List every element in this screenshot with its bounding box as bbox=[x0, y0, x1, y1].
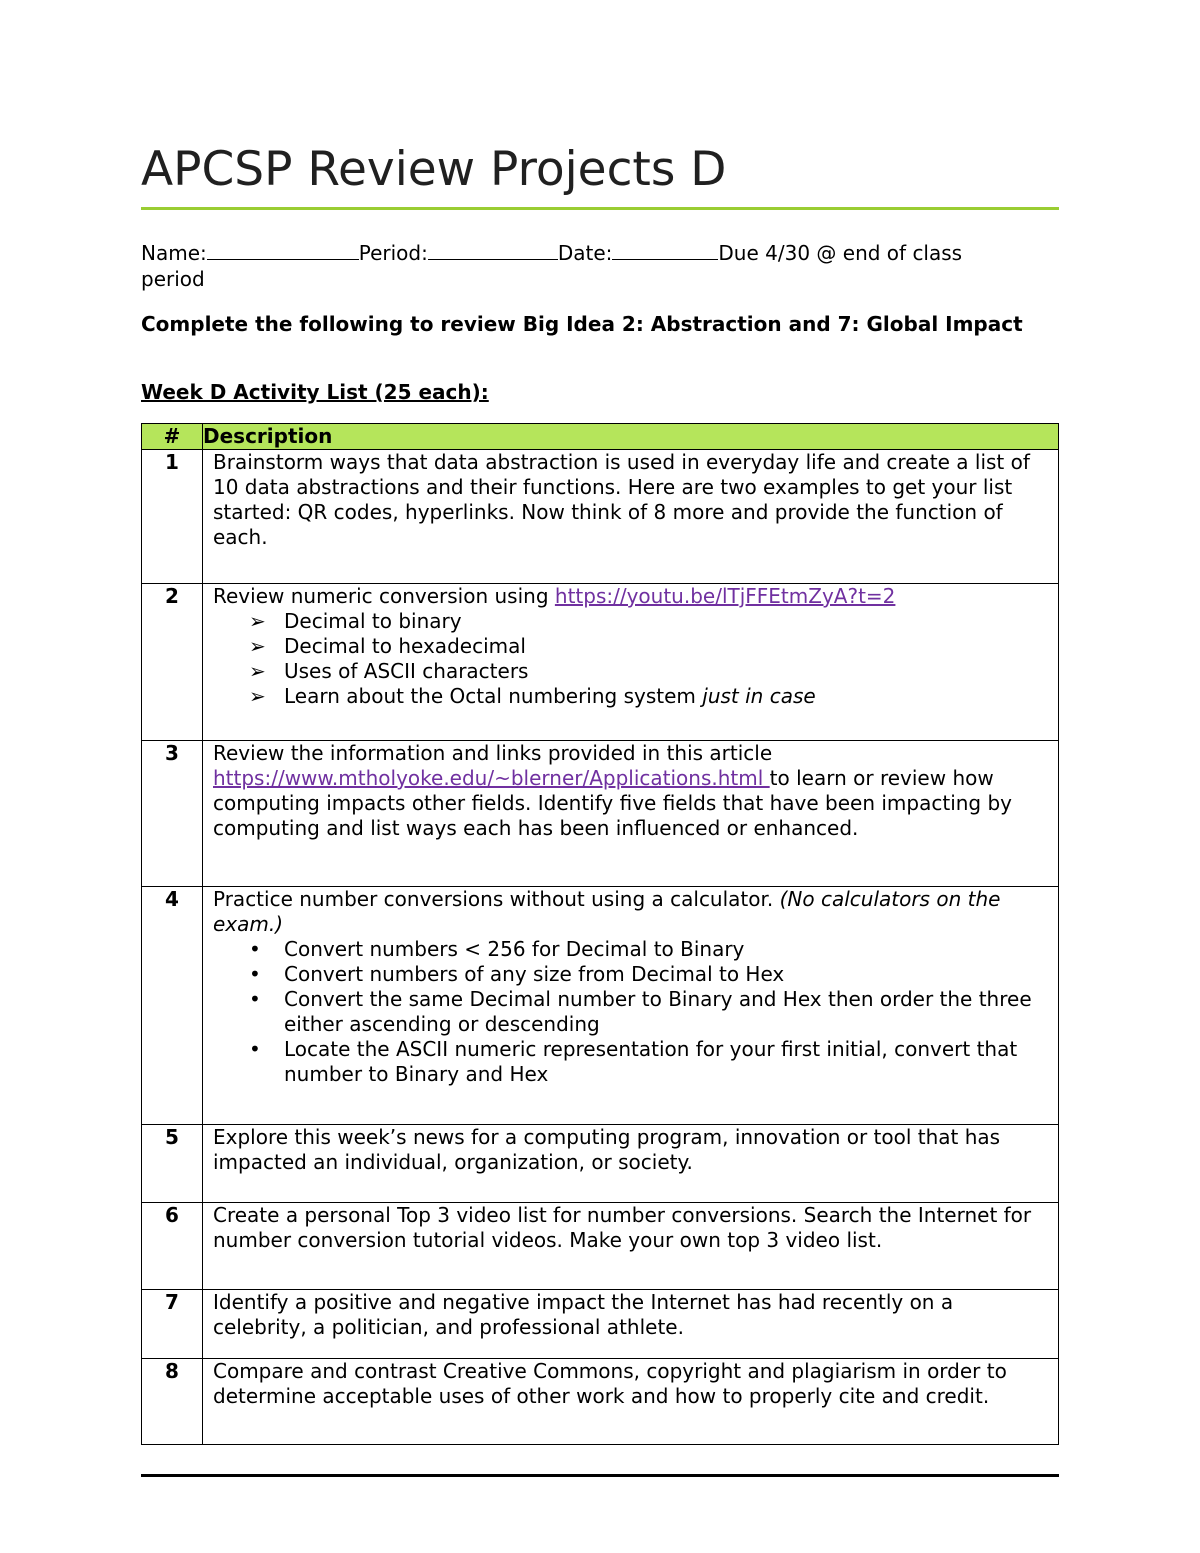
row-number: 5 bbox=[142, 1125, 203, 1203]
row-description bbox=[203, 887, 1059, 1125]
row-description: Explore this week’s news for a computing program, innovation or tool that has impacted an individual, organization, or society. bbox=[203, 1125, 1059, 1203]
table-row bbox=[142, 1290, 1059, 1359]
row-number: 1 bbox=[142, 450, 203, 584]
list-item: • Convert the same Decimal number to Binary and Hex then order the three either ascending or descending bbox=[249, 987, 1032, 1036]
name-blank[interactable] bbox=[207, 241, 359, 260]
due-text: Due 4/30 @ end of class period bbox=[141, 241, 963, 291]
dot-bullet-icon: • bbox=[249, 1037, 261, 1061]
list-item: • Locate the ASCII numeric representation for your first initial, convert that number to Binary and Hex bbox=[249, 1037, 1018, 1086]
list-item: ➢ Uses of ASCII characters bbox=[249, 659, 529, 683]
row-description: Identify a positive and negative impact the Internet has had recently on a celebrity, a politician, and professional athlete. bbox=[203, 1290, 1059, 1359]
directive-text: Complete the following to review Big Idea 2: Abstraction and 7: Global Impact bbox=[141, 312, 1023, 336]
table-row bbox=[142, 1203, 1059, 1290]
row-number: 2 bbox=[142, 584, 203, 741]
footer-rule bbox=[141, 1474, 1059, 1477]
page-title: APCSP Review Projects D bbox=[141, 142, 727, 197]
row-number: 4 bbox=[142, 887, 203, 1125]
row-description: Create a personal Top 3 video list for number conversions. Search the Internet for number conversion tutorial videos. Make your own top 3 video list. bbox=[203, 1203, 1059, 1290]
list-item: • Convert numbers of any size from Decimal to Hex bbox=[249, 962, 785, 986]
week-heading: Week D Activity List (25 each): bbox=[141, 380, 489, 404]
table-row bbox=[142, 887, 1059, 1125]
bullet-list bbox=[213, 937, 1050, 1087]
list-item: ➢ Decimal to hexadecimal bbox=[249, 634, 526, 658]
row-text: Review the information and links provided in this article bbox=[213, 741, 773, 765]
table-row bbox=[142, 584, 1059, 741]
row-number: 3 bbox=[142, 741, 203, 887]
dot-bullet-icon: • bbox=[249, 987, 261, 1011]
list-item: ➢ Decimal to binary bbox=[249, 609, 462, 633]
arrow-bullet-icon: ➢ bbox=[249, 659, 266, 683]
table-row bbox=[142, 450, 1059, 584]
row-text: Review numeric conversion using bbox=[213, 584, 555, 608]
row-description: Compare and contrast Creative Commons, copyright and plagiarism in order to determine acceptable uses of other work and how to properly cite and credit. bbox=[203, 1359, 1059, 1445]
table-row bbox=[142, 1359, 1059, 1445]
arrow-bullet-icon: ➢ bbox=[249, 684, 266, 708]
list-item: ➢ Learn about the Octal numbering system just in case bbox=[249, 684, 816, 708]
row-description: Brainstorm ways that data abstraction is used in everyday life and create a list of 10 data abstractions and their functions. Here are two examples to get your list started: QR codes, hyperlinks. Now think of 8 more and provide the function of each. bbox=[203, 450, 1059, 584]
italic-note: (No calculators on the exam.) bbox=[213, 887, 1001, 936]
student-info-line bbox=[141, 240, 1021, 292]
table-row bbox=[142, 1125, 1059, 1203]
list-item: • Convert numbers < 256 for Decimal to Binary bbox=[249, 937, 745, 961]
table-header-row bbox=[142, 424, 1059, 450]
arrow-list bbox=[213, 609, 1050, 709]
row-number: 8 bbox=[142, 1359, 203, 1445]
dot-bullet-icon: • bbox=[249, 937, 261, 961]
arrow-bullet-icon: ➢ bbox=[249, 634, 266, 658]
period-label: Period: bbox=[358, 241, 428, 265]
italic-note: just in case bbox=[702, 684, 816, 708]
row-text-after: to learn or review how computing impacts other fields. Identify five fields that have been impacting by computing and list ways each has been influenced or enhanced. bbox=[213, 766, 1013, 840]
title-underline bbox=[141, 207, 1059, 210]
date-blank[interactable] bbox=[612, 241, 718, 260]
name-label: Name: bbox=[141, 241, 207, 265]
row-description bbox=[203, 584, 1059, 741]
mtholyoke-link[interactable]: https://www.mtholyoke.edu/~blerner/Applications.html bbox=[213, 766, 770, 790]
youtube-link[interactable]: https://youtu.be/lTjFFEtmZyA?t=2 bbox=[554, 584, 896, 608]
row-text: Practice number conversions without using a calculator. bbox=[213, 887, 780, 911]
date-label: Date: bbox=[557, 241, 613, 265]
row-number: 6 bbox=[142, 1203, 203, 1290]
column-header-number: # bbox=[142, 424, 203, 450]
row-number: 7 bbox=[142, 1290, 203, 1359]
period-blank[interactable] bbox=[428, 241, 558, 260]
column-header-description: Description bbox=[203, 424, 1059, 450]
row-description bbox=[203, 741, 1059, 887]
arrow-bullet-icon: ➢ bbox=[249, 609, 266, 633]
dot-bullet-icon: • bbox=[249, 962, 261, 986]
table-row bbox=[142, 741, 1059, 887]
activity-table bbox=[141, 423, 1059, 1445]
